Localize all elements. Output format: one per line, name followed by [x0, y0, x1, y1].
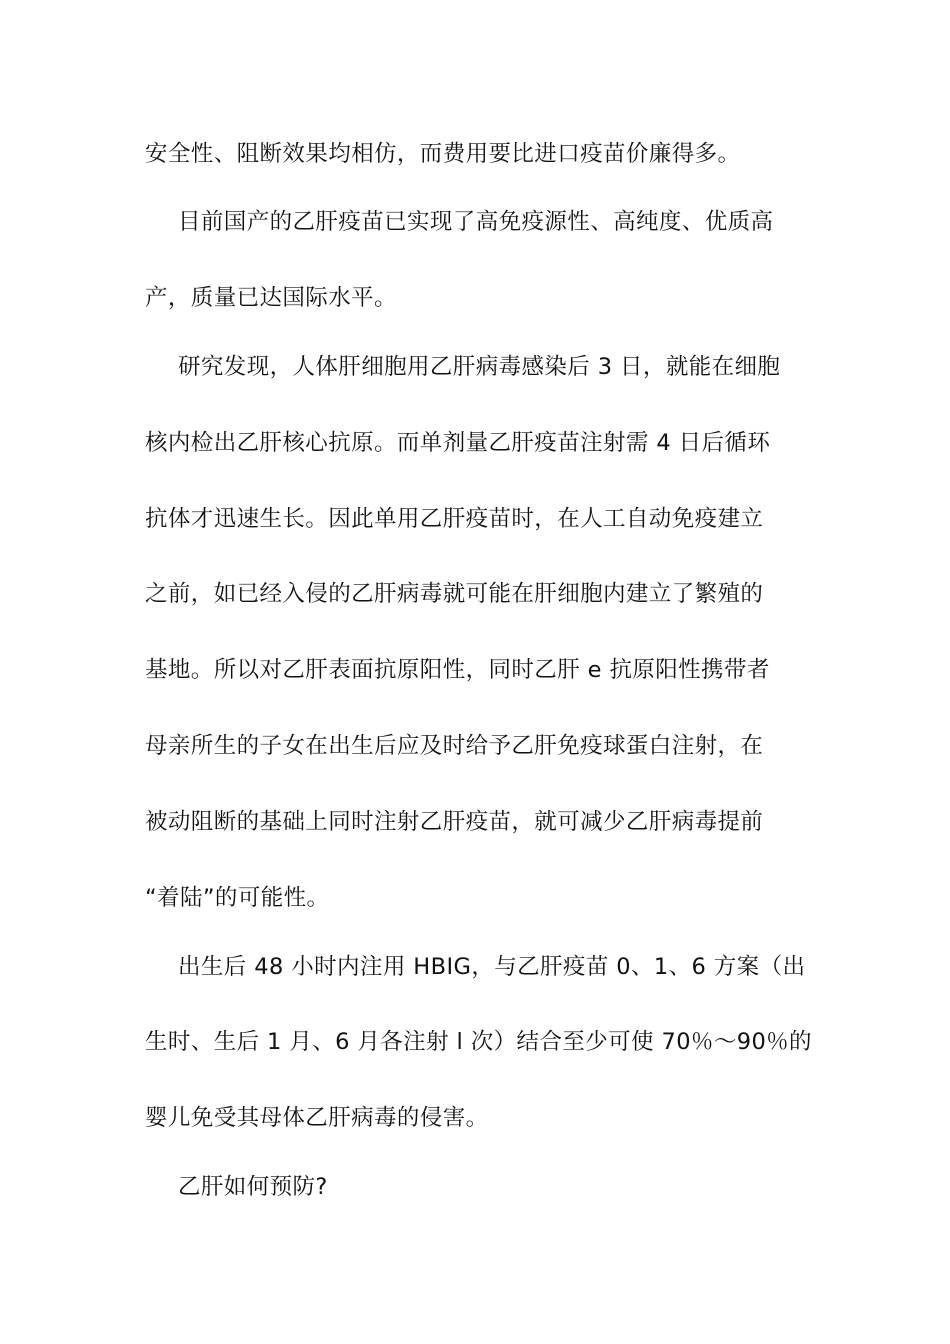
paragraph-line: 出生后 48 小时内注用 HBIG，与乙肝疫苗 0、1、6 方案（出	[178, 954, 806, 980]
paragraph-line: 安全性、阻断效果均相仿，而费用要比进口疫苗价廉得多。	[145, 141, 741, 167]
paragraph-line: 基地。所以对乙肝表面抗原阳性，同时乙肝 e 抗原阳性携带者	[145, 657, 770, 683]
paragraph-line: 核内检出乙肝核心抗原。而单剂量乙肝疫苗注射需 4 日后循环	[145, 430, 771, 456]
paragraph-line: 母亲所生的子女在出生后应及时给予乙肝免疫球蛋白注射，在	[145, 733, 764, 759]
paragraph-line: 婴儿免受其母体乙肝病毒的侵害。	[145, 1105, 489, 1131]
paragraph-line: 研究发现，人体肝细胞用乙肝病毒感染后 3 日，就能在细胞	[178, 354, 781, 380]
paragraph-line: 之前，如已经入侵的乙肝病毒就可能在肝细胞内建立了繁殖的	[145, 581, 764, 607]
paragraph-line: “着陆”的可能性。	[145, 885, 330, 911]
paragraph-line: 产，质量已达国际水平。	[145, 285, 397, 311]
section-question: 乙肝如何预防?	[178, 1174, 328, 1200]
paragraph-line: 生时、生后 1 月、6 月各注射 l 次）结合至少可使 70％～90％的	[145, 1029, 812, 1055]
paragraph-line: 抗体才迅速生长。因此单用乙肝疫苗时，在人工自动免疫建立	[145, 506, 764, 532]
paragraph-line: 被动阻断的基础上同时注射乙肝疫苗，就可减少乙肝病毒提前	[145, 809, 764, 835]
paragraph-line: 目前国产的乙肝疫苗已实现了高免疫源性、高纯度、优质高	[178, 209, 774, 235]
